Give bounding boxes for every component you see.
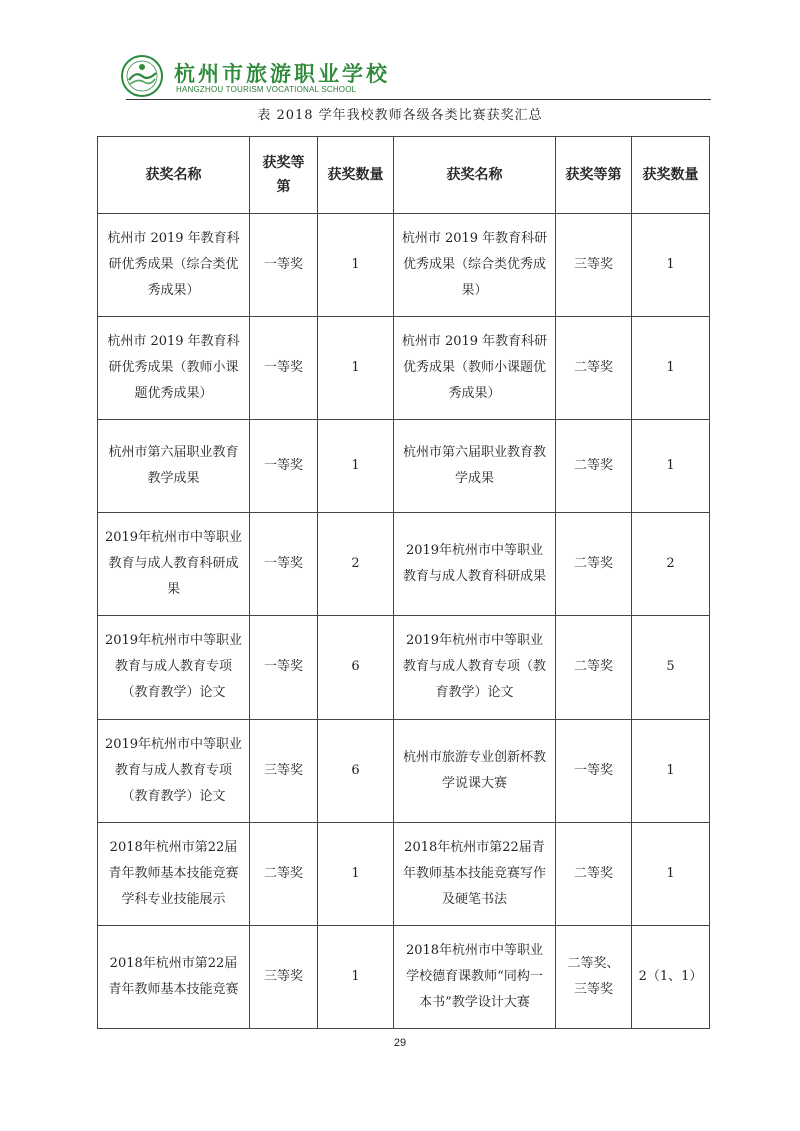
award-count-cell: 1 xyxy=(318,213,394,316)
award-name-cell: 2018年杭州市第22届青年教师基本技能竞赛学科专业技能展示 xyxy=(98,822,250,925)
award-count-cell: 1 xyxy=(318,317,394,420)
header-award-count: 获奖数量 xyxy=(632,137,710,214)
award-count-cell: 1 xyxy=(632,822,710,925)
award-level-cell: 二等奖 xyxy=(556,822,632,925)
table-row xyxy=(98,317,710,420)
award-name-cell: 杭州市 2019 年教育科研优秀成果（教师小课题优秀成果） xyxy=(394,317,556,420)
award-count-cell: 2 xyxy=(632,513,710,616)
award-count-cell: 1 xyxy=(632,420,710,513)
award-level-cell: 二等奖 xyxy=(556,420,632,513)
table-row xyxy=(98,925,710,1028)
award-name-cell: 杭州市 2019 年教育科研优秀成果（综合类优秀成果） xyxy=(394,213,556,316)
award-level-cell: 三等奖 xyxy=(250,719,318,822)
award-level-cell: 三等奖 xyxy=(250,925,318,1028)
header-award-count: 获奖数量 xyxy=(318,137,394,214)
header-divider xyxy=(126,99,711,100)
award-name-cell: 杭州市第六届职业教育教学成果 xyxy=(98,420,250,513)
award-name-cell: 杭州市旅游专业创新杯教学说课大赛 xyxy=(394,719,556,822)
table-header-row xyxy=(98,137,710,214)
award-level-cell: 一等奖 xyxy=(250,213,318,316)
table-row xyxy=(98,420,710,513)
award-count-cell: 1 xyxy=(318,420,394,513)
award-count-cell: 1 xyxy=(632,719,710,822)
award-name-cell: 2018年杭州市第22届青年教师基本技能竞赛 xyxy=(98,925,250,1028)
award-level-cell: 二等奖 xyxy=(556,616,632,719)
award-level-cell: 三等奖 xyxy=(556,213,632,316)
table-title: 表 2018 学年我校教师各级各类比赛获奖汇总 xyxy=(257,108,543,123)
awards-table xyxy=(97,136,710,1029)
award-count-cell: 6 xyxy=(318,616,394,719)
award-count-cell: 2 xyxy=(318,513,394,616)
award-count-cell: 1 xyxy=(632,317,710,420)
award-name-cell: 2019年杭州市中等职业教育与成人教育专项（教育教学）论文 xyxy=(98,719,250,822)
award-level-cell: 二等奖、三等奖 xyxy=(556,925,632,1028)
award-name-cell: 杭州市 2019 年教育科研优秀成果（教师小课题优秀成果） xyxy=(98,317,250,420)
award-count-cell: 6 xyxy=(318,719,394,822)
table-row xyxy=(98,822,710,925)
award-name-cell: 2019年杭州市中等职业教育与成人教育科研成果 xyxy=(394,513,556,616)
award-level-cell: 二等奖 xyxy=(556,513,632,616)
award-name-cell: 2019年杭州市中等职业教育与成人教育专项（教育教学）论文 xyxy=(98,616,250,719)
award-name-cell: 2018年杭州市第22届青年教师基本技能竞赛写作及硬笔书法 xyxy=(394,822,556,925)
award-level-cell: 一等奖 xyxy=(250,317,318,420)
award-name-cell: 2019年杭州市中等职业教育与成人教育科研成果 xyxy=(98,513,250,616)
award-name-cell: 2019年杭州市中等职业教育与成人教育专项（教育教学）论文 xyxy=(394,616,556,719)
school-logo-icon xyxy=(120,54,164,98)
award-level-cell: 一等奖 xyxy=(556,719,632,822)
header-award-name: 获奖名称 xyxy=(394,137,556,214)
award-count-cell: 1 xyxy=(632,213,710,316)
table-row xyxy=(98,513,710,616)
header-award-level: 获奖等第 xyxy=(556,137,632,214)
header-award-name: 获奖名称 xyxy=(98,137,250,214)
award-level-cell: 一等奖 xyxy=(250,513,318,616)
award-count-cell: 2（1、1） xyxy=(632,925,710,1028)
award-level-cell: 二等奖 xyxy=(556,317,632,420)
award-level-cell: 一等奖 xyxy=(250,420,318,513)
table-row xyxy=(98,213,710,316)
header-award-level: 获奖等第 xyxy=(250,137,318,214)
award-count-cell: 5 xyxy=(632,616,710,719)
award-count-cell: 1 xyxy=(318,925,394,1028)
award-level-cell: 二等奖 xyxy=(250,822,318,925)
table-row xyxy=(98,616,710,719)
award-name-cell: 杭州市第六届职业教育教学成果 xyxy=(394,420,556,513)
school-name-en: HANGZHOU TOURISM VOCATIONAL SCHOOL xyxy=(176,85,357,94)
award-level-cell: 一等奖 xyxy=(250,616,318,719)
award-name-cell: 杭州市 2019 年教育科研优秀成果（综合类优秀成果） xyxy=(98,213,250,316)
school-header xyxy=(96,52,710,102)
award-name-cell: 2018年杭州市中等职业学校德育课教师“同构一本书”教学设计大赛 xyxy=(394,925,556,1028)
award-count-cell: 1 xyxy=(318,822,394,925)
page-number: 29 xyxy=(393,1037,407,1049)
table-row xyxy=(98,719,710,822)
school-name-cn: 杭州市旅游职业学校 xyxy=(174,62,390,86)
